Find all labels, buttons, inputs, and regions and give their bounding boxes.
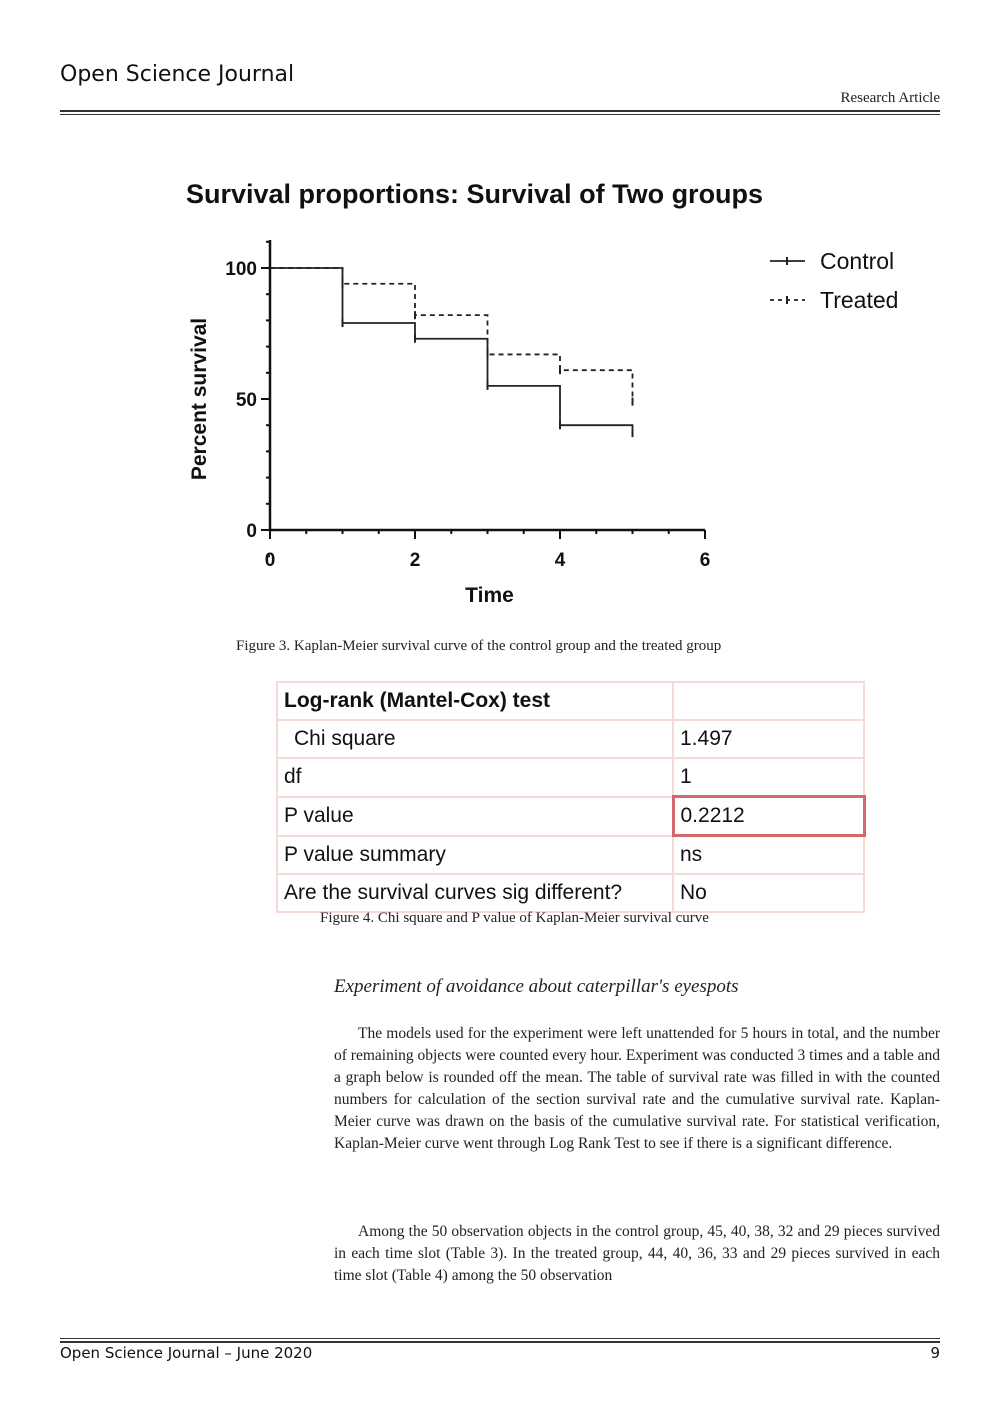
- row-label: df: [277, 758, 673, 797]
- table-row: [277, 720, 864, 758]
- footer-rule: [60, 1341, 940, 1343]
- y-tick-label: 0: [246, 521, 257, 542]
- series-treated-line: [270, 268, 633, 402]
- row-label: P value summary: [277, 836, 673, 875]
- table-row: [277, 836, 864, 875]
- chart-title: Survival proportions: Survival of Two groups: [186, 179, 764, 209]
- chart-legend: [770, 248, 898, 313]
- table-row: [277, 797, 864, 836]
- y-axis: [225, 240, 270, 556]
- section-heading: Experiment of avoidance about caterpillar's eyespots: [334, 976, 739, 997]
- x-tick-label: 6: [699, 550, 711, 571]
- series-layer: [270, 268, 633, 437]
- survival-chart: [170, 165, 930, 615]
- x-tick-label: 0: [264, 550, 276, 571]
- journal-name: Open Science Journal: [60, 62, 295, 87]
- header-rule: [60, 110, 940, 112]
- y-axis-label: Percent survival: [188, 317, 211, 481]
- figure-3-caption: Figure 3. Kaplan-Meier survival curve of the control group and the treated group: [236, 638, 722, 654]
- row-label: P value: [277, 797, 673, 836]
- table-header-empty-cell: [673, 682, 864, 720]
- figure-4-caption: Figure 4. Chi square and P value of Kaplan-Meier survival curve: [320, 910, 709, 926]
- y-tick-label: 100: [225, 259, 257, 280]
- row-label: Are the survival curves sig different?: [277, 874, 673, 912]
- page-number: 9: [930, 1344, 940, 1362]
- table-row: [277, 874, 864, 912]
- row-value: ns: [673, 836, 864, 875]
- row-value: 1: [673, 758, 864, 797]
- legend-label-control: Control: [820, 248, 895, 274]
- article-type: Research Article: [840, 90, 940, 106]
- body-paragraph: Among the 50 observation objects in the control group, 45, 40, 38, 32 and 29 pieces survived in each time slot (Table 3). In the treated group, 44, 40, 36, 33 and 29 pieces survived in each time slot (Table 4) among the 50 observation: [334, 1223, 940, 1284]
- p-value-highlighted: 0.2212: [673, 797, 864, 836]
- table-row: [277, 758, 864, 797]
- log-rank-table: [276, 681, 866, 913]
- x-axis: [265, 530, 711, 571]
- y-tick-label: 50: [235, 390, 257, 411]
- body-paragraph: The models used for the experiment were left unattended for 5 hours in total, and the number of remaining objects were counted every hour. Experiment was conducted 3 times and a table and a graph below is rounded off the mean. The table of survival rate was filled in with the counted numbers for calculation of the section survival rate and the cumulative survival rate. Kaplan-Meier curve was drawn on the basis of the cumulative survival rate. For statistical verification, Kaplan-Meier curve went through Log Rank Test to see if there is a significant difference.: [334, 1025, 941, 1152]
- x-tick-label: 4: [554, 550, 566, 571]
- footer-rule-thin: [60, 1338, 940, 1339]
- x-tick-label: 2: [409, 550, 421, 571]
- table-header-row: [277, 682, 864, 720]
- series-control-line: [270, 268, 633, 433]
- table-title: Log-rank (Mantel-Cox) test: [277, 682, 673, 720]
- row-value: No: [673, 874, 864, 912]
- footer-journal: Open Science Journal – June 2020: [60, 1344, 313, 1362]
- header-rule-thin: [60, 114, 940, 115]
- row-value: 1.497: [673, 720, 864, 758]
- row-label: Chi square: [277, 720, 673, 758]
- x-axis-label: Time: [465, 584, 514, 607]
- legend-label-treated: Treated: [820, 287, 899, 313]
